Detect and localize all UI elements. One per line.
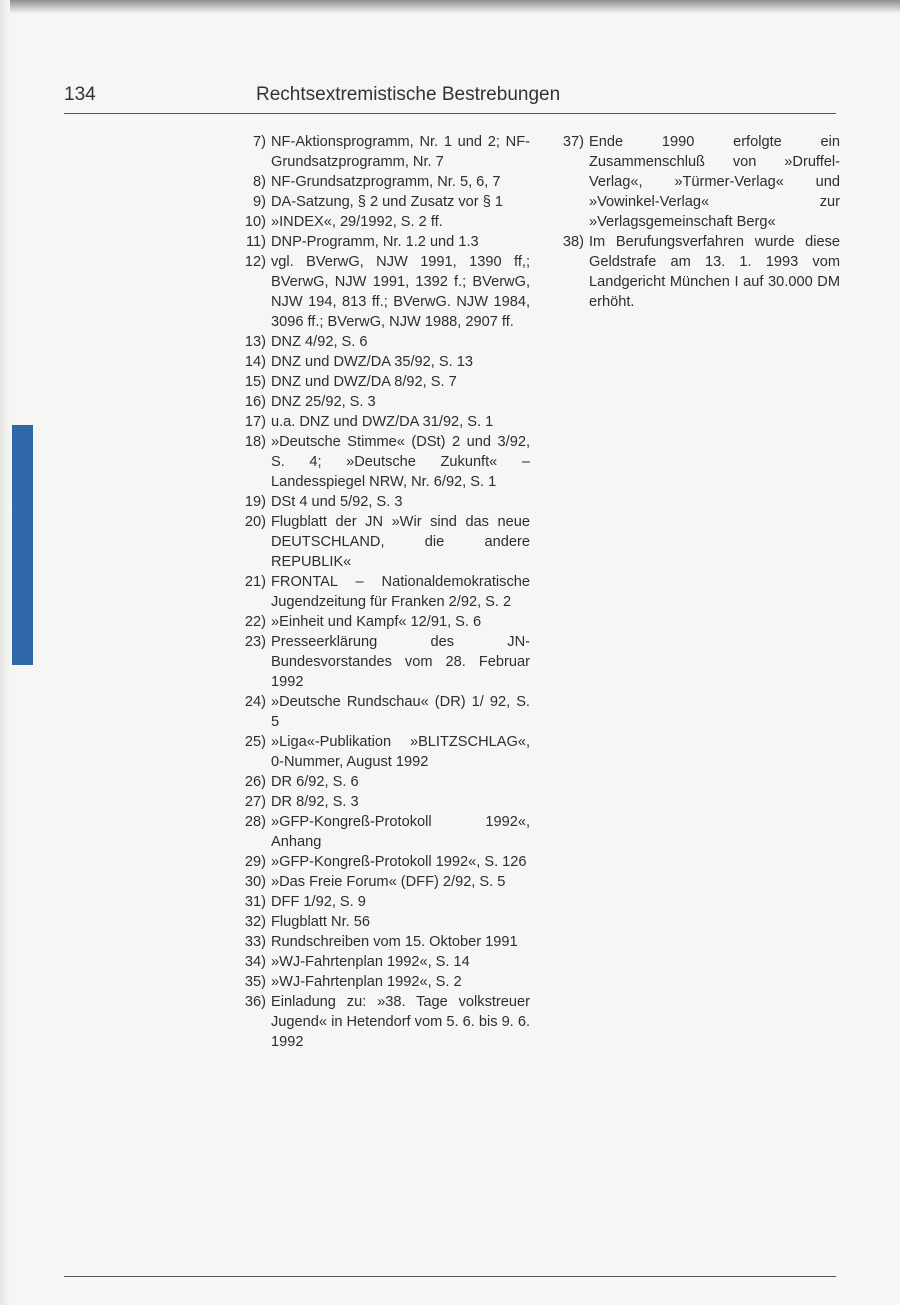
endnote-text: NF-Aktionsprogramm, Nr. 1 und 2; NF-Grundsatzprogramm, Nr. 7 [271,134,530,170]
endnote-number: 38) [562,234,584,250]
endnote-number: 11) [245,234,266,250]
endnote [232,872,530,892]
endnote [232,852,530,872]
endnote-number: 13) [244,334,266,350]
endnote-number: 29) [244,854,266,870]
endnote [232,572,530,612]
endnote [232,912,530,932]
endnote-text: Flugblatt Nr. 56 [271,914,370,930]
endnote [232,892,530,912]
endnote [232,432,530,492]
endnote-number: 20) [244,514,266,530]
endnote-text: DA-Satzung, § 2 und Zusatz vor § 1 [271,194,504,210]
page-number: 134 [64,84,96,105]
endnote-number: 35) [244,974,266,990]
endnote-number: 7) [253,134,266,150]
endnote-text: DNZ 4/92, S. 6 [271,334,368,350]
endnote-text: »Deutsche Rundschau« (DR) 1/ 92, S. 5 [271,694,530,730]
endnote-text: FRONTAL – Nationaldemokratische Jugendzeitung für Franken 2/92, S. 2 [271,574,530,610]
endnote [232,252,530,332]
endnote-text: Einladung zu: »38. Tage volkstreuer Jugend« in Hetendorf vom 5. 6. bis 9. 6. 1992 [271,994,530,1050]
endnotes-column-right [550,132,840,312]
endnote-text: u.a. DNZ und DWZ/DA 31/92, S. 1 [271,414,494,430]
endnote-text: DNZ und DWZ/DA 35/92, S. 13 [271,354,473,370]
endnote-number: 27) [244,794,266,810]
endnote-text: »WJ-Fahrtenplan 1992«, S. 14 [271,954,470,970]
endnote [232,132,530,172]
endnote-number: 19) [244,494,266,510]
thumb-index-marker [12,425,33,665]
endnote [550,132,840,232]
endnote-number: 10) [244,214,266,230]
endnote-number: 30) [244,874,266,890]
endnote [232,632,530,692]
endnote-text: »INDEX«, 29/1992, S. 2 ff. [271,214,443,230]
endnote-number: 34) [244,954,266,970]
endnote-number: 22) [244,614,266,630]
endnote [232,612,530,632]
endnote [232,772,530,792]
running-title: Rechtsextremistische Bestrebungen [256,84,561,105]
endnote-number: 14) [244,354,266,370]
endnote [232,492,530,512]
endnote [232,952,530,972]
endnote-text: DNP-Programm, Nr. 1.2 und 1.3 [271,234,479,250]
endnote-text: »Das Freie Forum« (DFF) 2/92, S. 5 [271,874,506,890]
endnote [232,972,530,992]
endnote-text: »Einheit und Kampf« 12/91, S. 6 [271,614,482,630]
endnote-text: Ende 1990 erfolgte ein Zusammenschluß von »Druffel-Verlag«, »Türmer-Verlag« und »Vowinkel-Verlag« zur »Verlagsgemeinschaft Berg« [589,134,840,230]
endnote-number: 16) [244,394,266,410]
endnote [550,232,840,312]
endnote [232,992,530,1052]
endnote-text: »WJ-Fahrtenplan 1992«, S. 2 [271,974,462,990]
endnote [232,812,530,852]
endnote-text: »Deutsche Stimme« (DSt) 2 und 3/92, S. 4; »Deutsche Zukunft« – Landesspiegel NRW, Nr. 6/92, S. 1 [271,434,530,490]
endnote-number: 26) [244,774,266,790]
endnote-text: NF-Grundsatzprogramm, Nr. 5, 6, 7 [271,174,501,190]
scan-shadow-left [0,0,10,1305]
endnote-text: vgl. BVerwG, NJW 1991, 1390 ff,; BVerwG, NJW 1991, 1392 f.; BVerwG, NJW 194, 813 ff.; BVerwG. NJW 1984, 3096 ff.; BVerwG, NJW 1988, 2907 ff. [271,254,530,330]
endnote-number: 21) [244,574,266,590]
endnote-text: DNZ 25/92, S. 3 [271,394,376,410]
endnote-text: »GFP-Kongreß-Protokoll 1992«, S. 126 [271,854,527,870]
endnotes-column-left [232,132,530,1052]
endnote [232,412,530,432]
footer-rule [64,1276,836,1277]
endnote-text: Im Berufungsverfahren wurde diese Geldstrafe am 13. 1. 1993 vom Landgericht München I auf 30.000 DM erhöht. [589,234,840,310]
endnote [232,732,530,772]
endnote [232,372,530,392]
endnote [232,792,530,812]
endnote-text: Flugblatt der JN »Wir sind das neue DEUTSCHLAND, die andere REPUBLIK« [271,514,530,570]
endnote-text: DSt 4 und 5/92, S. 3 [271,494,403,510]
endnote [232,192,530,212]
endnote-number: 37) [562,134,584,150]
endnote-text: Presseerklärung des JN-Bundesvorstandes vom 28. Februar 1992 [271,634,530,690]
endnote-number: 31) [244,894,266,910]
scan-shadow-top [0,0,900,14]
endnote [232,332,530,352]
endnote-text: »GFP-Kongreß-Protokoll 1992«, Anhang [271,814,530,850]
endnote [232,172,530,192]
endnote-number: 18) [244,434,266,450]
endnote [232,232,530,252]
endnote-text: Rundschreiben vom 15. Oktober 1991 [271,934,518,950]
endnote-number: 8) [253,174,266,190]
endnote-number: 12) [244,254,266,270]
endnote-number: 9) [253,194,266,210]
endnote-text: »Liga«-Publikation »BLITZSCHLAG«, 0-Nummer, August 1992 [271,734,530,770]
endnote-number: 33) [244,934,266,950]
endnote-number: 36) [244,994,266,1010]
endnote [232,392,530,412]
endnote-number: 28) [244,814,266,830]
endnote [232,512,530,572]
endnote-number: 17) [244,414,266,430]
endnote-text: DR 8/92, S. 3 [271,794,359,810]
endnote-number: 23) [244,634,266,650]
endnote-text: DFF 1/92, S. 9 [271,894,366,910]
endnote [232,932,530,952]
endnote [232,212,530,232]
endnote-number: 32) [244,914,266,930]
endnote-number: 24) [244,694,266,710]
endnote-number: 25) [244,734,266,750]
endnote-text: DR 6/92, S. 6 [271,774,359,790]
endnote-number: 15) [244,374,266,390]
endnote [232,352,530,372]
endnote-text: DNZ und DWZ/DA 8/92, S. 7 [271,374,457,390]
header-rule [64,113,836,114]
endnote [232,692,530,732]
